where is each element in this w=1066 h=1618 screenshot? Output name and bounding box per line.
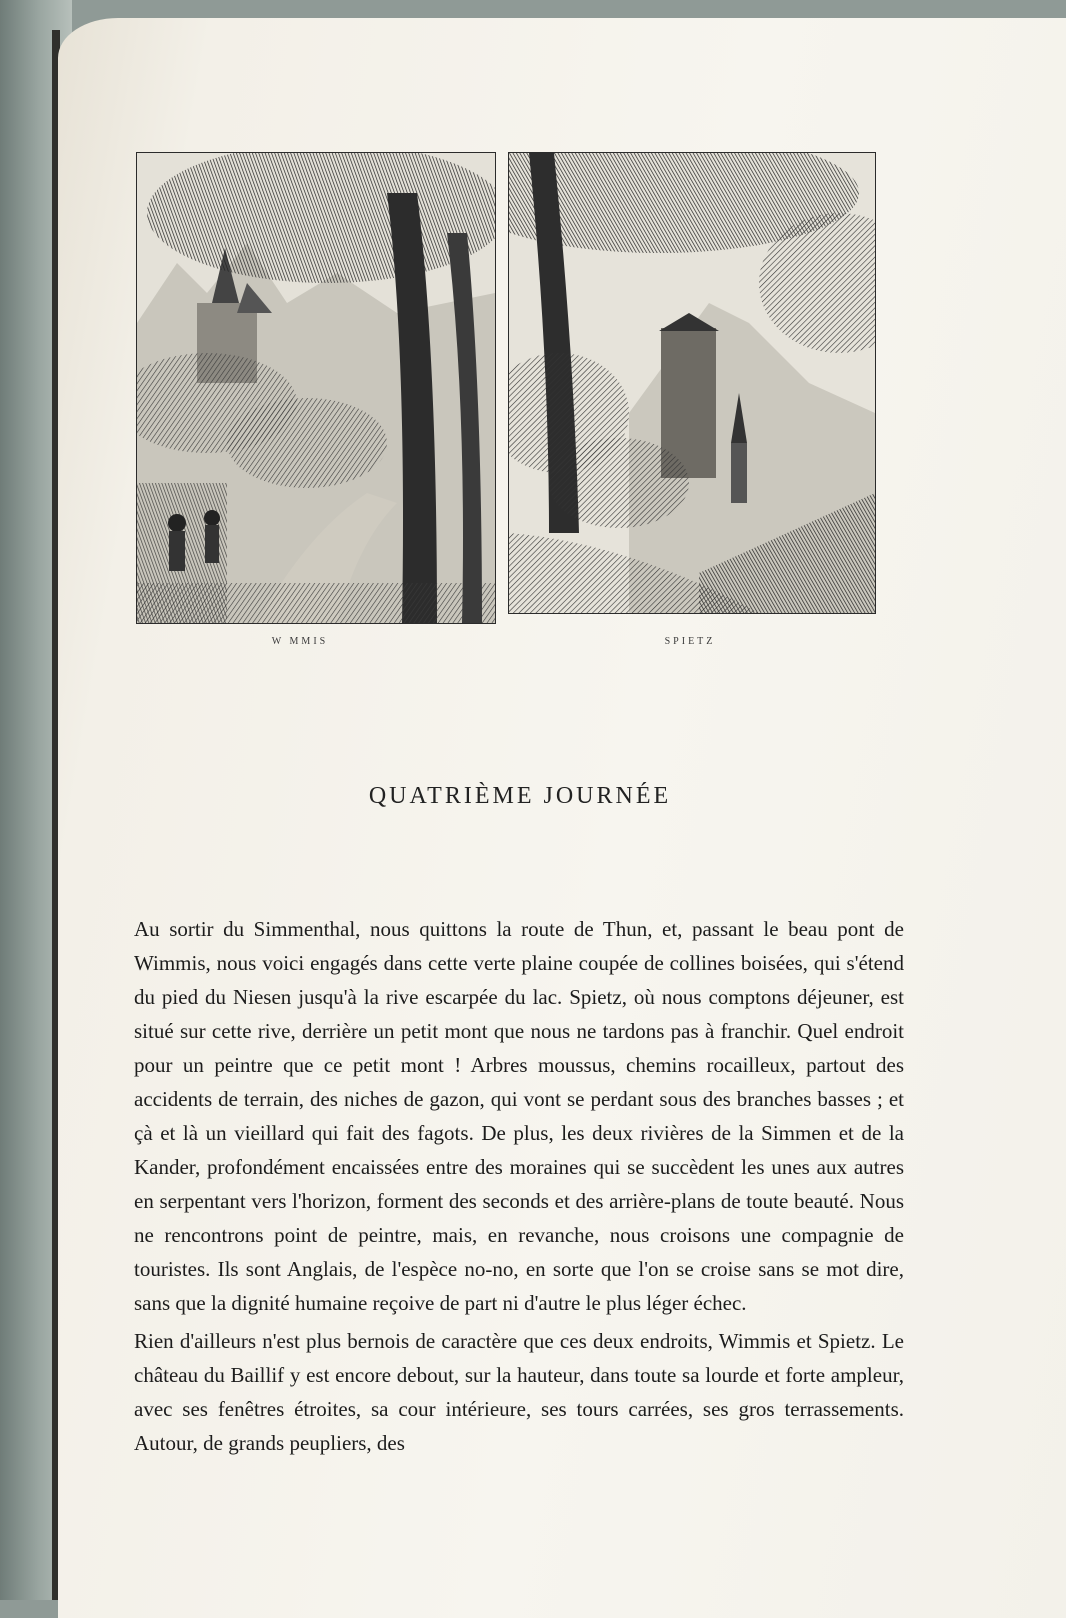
- paragraph: Rien d'ailleurs n'est plus bernois de caractère que ces deux endroits, Wimmis et Spietz. Le château du Baillif y est encore debout, sur la hauteur, dans toute sa lourde et forte ampleur, avec ses fenêtres étroites, sa cour intérieure, ses tours carrées, ses gros terrassements. Autour, de grands peupliers, des: [134, 1329, 904, 1455]
- body-text: [134, 912, 904, 1460]
- plate-caption-spiez: SPIETZ: [664, 636, 716, 647]
- chapter-title: QUATRIÈME JOURNÉE: [368, 783, 672, 809]
- paragraph: Au sortir du Simmenthal, nous quittons la route de Thun, et, passant le beau pont de Wimmis, nous voici engagés dans cette verte plaine coupée de collines boisées, qui s'étend du pied du Niesen jusqu'à la rive escarpée du lac. Spietz, où nous comptons déjeuner, est situé sur cette rive, derrière un petit mont que nous ne tardons pas à franchir. Quel endroit pour un peintre que ce petit mont ! Arbres moussus, chemins rocailleux, partout des accidents de terrain, des niches de gazon, qui vont se perdant sous des branches basses ; et çà et là un vieillard qui fait des fagots. De plus, les deux rivières de la Simmen et de la Kander, profondément encaissées entre des moraines qui se succèdent les unes aux autres en serpentant vers l'horizon, forment des seconds et des arrière-plans de toute beauté. Nous ne rencontrons point de peintre, mais, en revanche, nous croisons une compagnie de touristes. Ils sont Anglais, de l'espèce no-no, en sorte que l'on se croise sans se mot dire, sans que la dignité humaine reçoive de part ni d'autre le plus léger échec.: [134, 917, 904, 1315]
- engraving-wimmis: [136, 152, 496, 624]
- plate-caption-wimmis: W MMIS: [271, 636, 329, 647]
- engraving-spiez: [508, 152, 876, 614]
